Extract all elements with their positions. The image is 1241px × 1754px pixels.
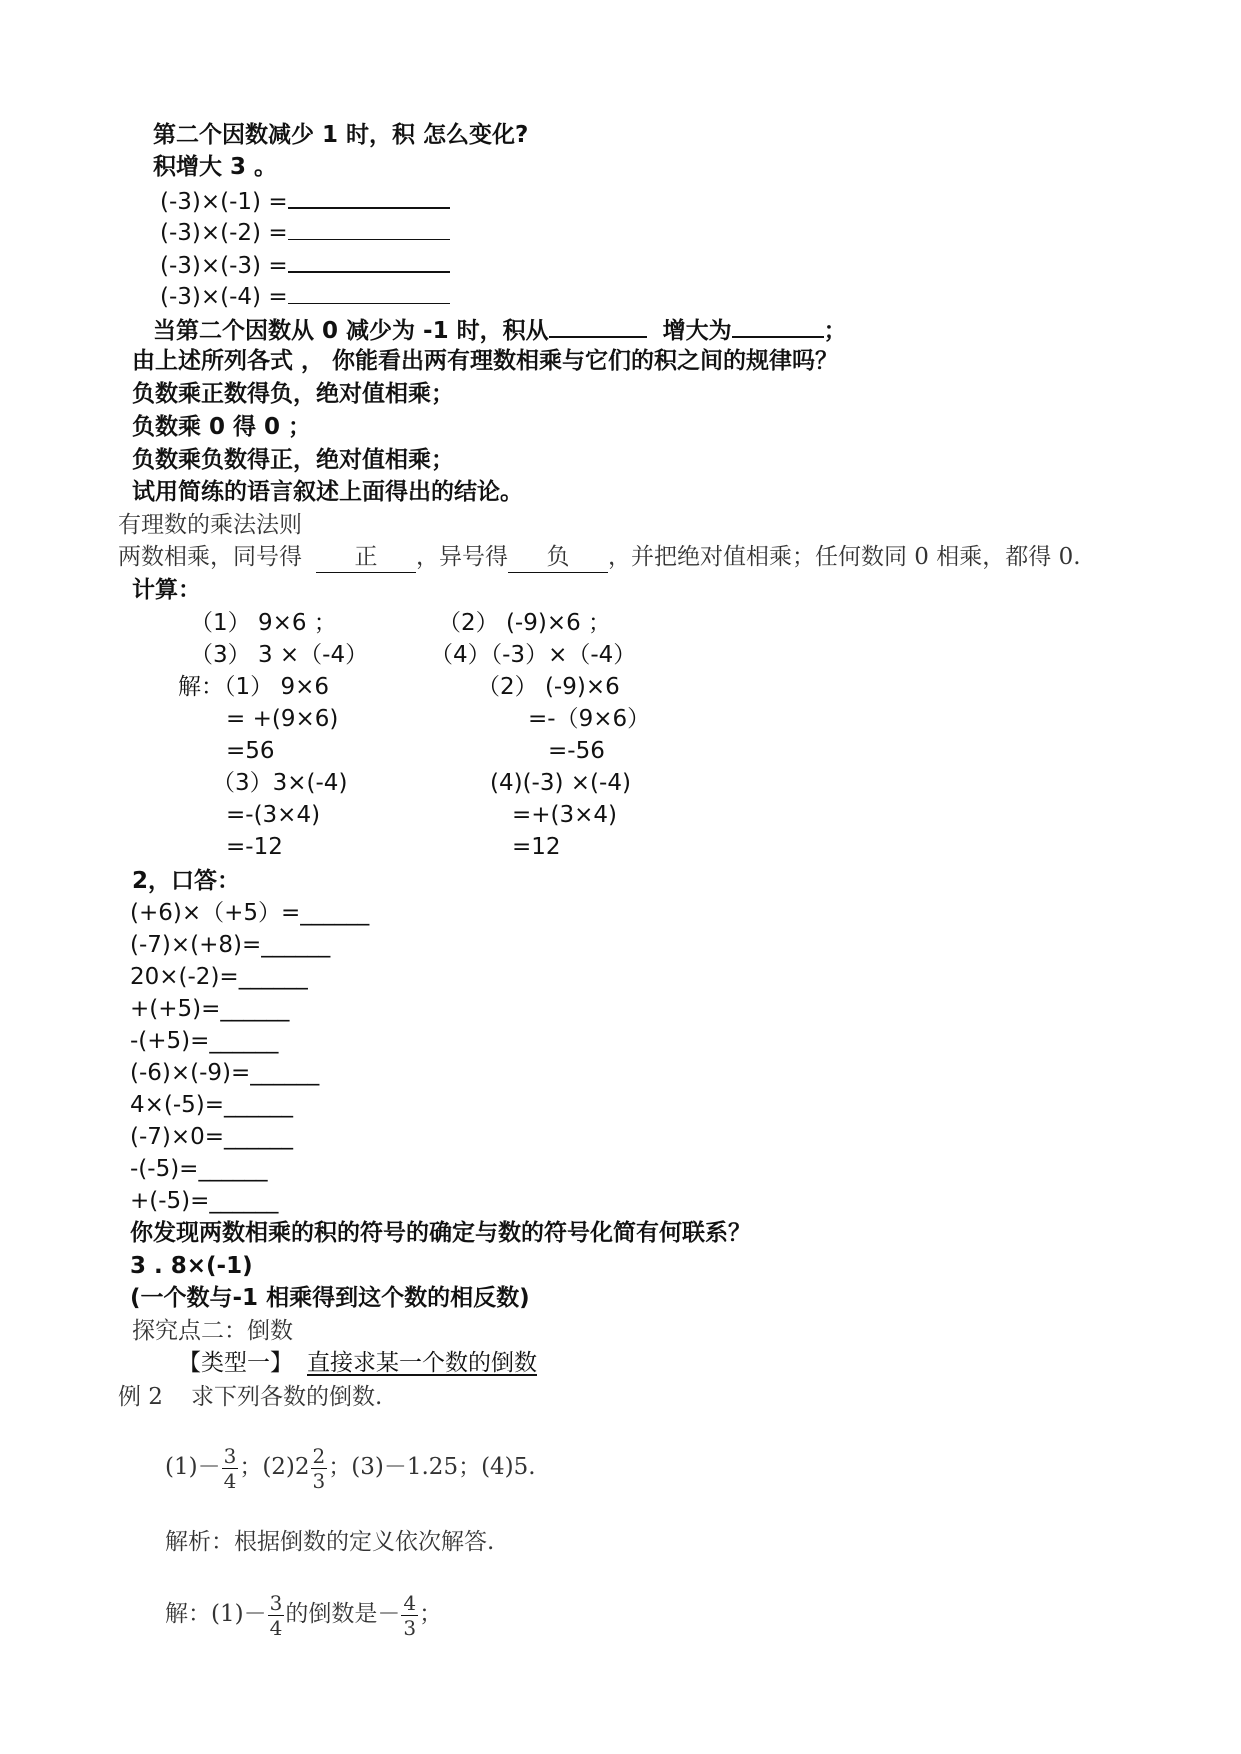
multiplication-rule: [118, 542, 1081, 573]
solution-2-line-2: =-（9×6）: [528, 706, 651, 732]
diff-sign-answer: 负: [508, 542, 608, 573]
answer-mid: 的倒数是－: [285, 1601, 401, 1627]
answer-blank[interactable]: [288, 217, 450, 240]
answer-blank[interactable]: [288, 249, 450, 273]
to-blank[interactable]: [732, 314, 824, 338]
solution-2-line-3: =-56: [548, 738, 605, 764]
try-state: 试用简练的语言叙述上面得出的结论。: [132, 479, 523, 505]
fraction-numerator: 3: [223, 1443, 237, 1468]
example-text: 求下列各数的倒数.: [190, 1384, 383, 1410]
expr-text: (-3)×(-2) =: [160, 220, 288, 246]
expr-row: [160, 217, 450, 248]
fraction-denominator: 4: [269, 1615, 283, 1640]
fraction-denominator: 4: [223, 1468, 237, 1493]
fraction: [311, 1444, 328, 1493]
expr-row: [160, 249, 450, 281]
calc-heading: 计算：: [132, 577, 201, 603]
expr-text: (-3)×(-1) =: [160, 189, 288, 215]
rule-text-3: ，并把绝对值相乘；任何数同 0 相乘，都得 0.: [608, 544, 1081, 570]
answer-blank[interactable]: [288, 185, 450, 209]
rule-neg-zero: 负数乘 0 得 0 ；: [132, 414, 312, 440]
fraction-numerator: 3: [269, 1590, 283, 1615]
question-second-factor: 第二个因数减少 1 时，积 怎么变化?: [153, 122, 529, 148]
when-mid: 增大为: [662, 318, 732, 344]
q1-prefix: (1)－: [165, 1454, 221, 1480]
solution-1-line-3: =56: [226, 738, 275, 764]
type-heading: [178, 1348, 537, 1378]
from-above-question: 由上述所列各式 ， 你能看出两有理数相乘与它们的积之间的规律吗？: [132, 348, 839, 374]
fraction-numerator: 2: [312, 1443, 326, 1468]
solution-1-line-1: 解：（1） 9×6: [178, 674, 329, 700]
expr-text: (-3)×(-3) =: [160, 253, 288, 279]
solution-4-line-1: (4)(-3) ×(-4): [490, 770, 631, 796]
fraction-denominator: 3: [312, 1468, 326, 1493]
item-3: 3 . 8×(-1): [130, 1253, 253, 1279]
example-2: [118, 1382, 382, 1412]
example-questions: [165, 1435, 536, 1499]
section-title-reciprocal: 探究点二：倒数: [132, 1318, 293, 1344]
when-prefix: 当第二个因数从 0 减少为 -1 时，积从: [153, 318, 549, 344]
oral-heading: 2，口答：: [132, 868, 241, 894]
calc-problem-3: （3） 3 ×（-4）: [190, 642, 369, 668]
expr-text: (-3)×(-4) =: [160, 284, 288, 310]
expr-row: [160, 185, 450, 217]
fraction-denominator: 3: [403, 1615, 417, 1640]
answer-prefix: 解：(1)－: [165, 1601, 267, 1627]
calc-problem-2: （2） (-9)×6 ；: [438, 610, 612, 636]
same-sign-answer: 正: [316, 542, 416, 573]
oral-item: (-6)×(-9)=______: [130, 1060, 320, 1086]
rule-neg-pos: 负数乘正数得负，绝对值相乘；: [132, 381, 454, 407]
opposite-note: (一个数与-1 相乘得到这个数的相反数): [130, 1285, 530, 1311]
oral-item: 20×(-2)=______: [130, 964, 308, 990]
solution-3-line-1: （3）3×(-4): [212, 770, 348, 796]
solution-4-line-3: =12: [512, 834, 561, 860]
answer-blank[interactable]: [288, 281, 450, 304]
oral-item: +(-5)=______: [130, 1188, 279, 1214]
rule-text-2: ，异号得: [416, 544, 508, 570]
expr-row: [160, 281, 450, 312]
oral-item: (-7)×0=______: [130, 1124, 294, 1150]
q2-prefix: ；(2)2: [239, 1454, 310, 1480]
type-text: 直接求某一个数的倒数: [307, 1350, 537, 1376]
q-rest: ；(3)－1.25；(4)5.: [328, 1454, 536, 1480]
fraction: [268, 1591, 285, 1640]
oral-item: -(-5)=______: [130, 1156, 268, 1182]
type-label: 【类型一】: [178, 1350, 293, 1376]
fraction: [222, 1444, 239, 1493]
oral-item: 4×(-5)=______: [130, 1092, 294, 1118]
oral-item: +(+5)=______: [130, 996, 290, 1022]
sign-question: 你发现两数相乘的积的符号的确定与数的符号化简有何联系？: [130, 1220, 751, 1246]
fraction-numerator: 4: [403, 1590, 417, 1615]
calc-problem-1: （1） 9×6 ；: [190, 610, 337, 636]
when-suffix: ；: [823, 318, 847, 344]
oral-item: -(+5)=______: [130, 1028, 279, 1054]
rule-text-1: 两数相乘，同号得: [118, 544, 302, 570]
solution-4-line-2: =+(3×4): [512, 802, 618, 828]
oral-item: (+6)×（+5）=______: [130, 900, 370, 926]
rule-neg-neg: 负数乘负数得正，绝对值相乘；: [132, 447, 454, 473]
from-blank[interactable]: [549, 314, 647, 338]
solution-3-line-3: =-12: [226, 834, 283, 860]
oral-item: (-7)×(+8)=______: [130, 932, 331, 958]
solution-2-line-1: （2） (-9)×6: [477, 674, 620, 700]
answer-increase: 积增大 3 。: [153, 154, 278, 180]
analysis: 解析：根据倒数的定义依次解答.: [165, 1529, 495, 1555]
answer-suffix: ；: [419, 1601, 443, 1627]
section-title-multiplication-rule: 有理数的乘法法则: [118, 512, 302, 538]
when-sentence: [153, 314, 847, 346]
example-label: 例 2: [118, 1384, 163, 1410]
fraction: [401, 1591, 418, 1640]
solution-3-line-2: =-(3×4): [226, 802, 321, 828]
answer-line: [165, 1582, 442, 1646]
solution-1-line-2: = +(9×6): [226, 706, 339, 732]
calc-problem-4: （4）（-3）×（-4）: [430, 642, 637, 668]
